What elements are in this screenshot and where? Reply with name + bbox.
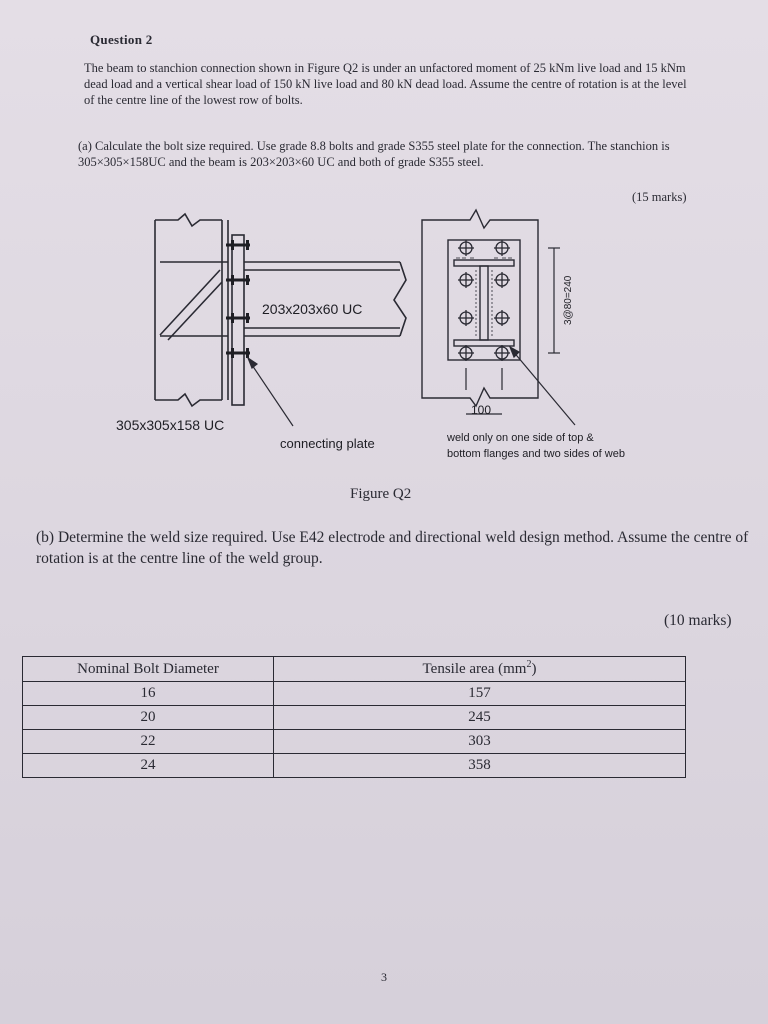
cell-diameter: 22	[23, 730, 274, 754]
table-header-row	[23, 657, 686, 682]
cell-diameter: 20	[23, 706, 274, 730]
column-label: 305x305x158 UC	[116, 417, 225, 433]
bolt-table	[22, 656, 686, 778]
stiffener-diagonal-1	[160, 270, 220, 335]
weld-note-line2: bottom flanges and two sides of web	[447, 448, 625, 460]
end-plate-view	[422, 210, 538, 406]
section-bottom-flange	[454, 340, 514, 346]
table-row	[23, 754, 686, 778]
part-b-marks: (10 marks)	[664, 612, 732, 629]
horizontal-dimension-label: 100	[471, 403, 492, 417]
vertical-dimension	[548, 248, 560, 353]
cell-area: 245	[274, 706, 686, 730]
vertical-dimension-label: 3@80=240	[563, 275, 574, 325]
part-b-text: Determine the weld size required. Use E42 electrode and directional weld design method. Assume the centre of rotation is at the centre line of the weld group.	[36, 529, 749, 567]
weld-leader-arrow	[510, 347, 519, 357]
weld-note-line1: weld only on one side of top &	[447, 432, 594, 444]
part-a-marks: (15 marks)	[632, 190, 687, 204]
cell-area: 303	[274, 730, 686, 754]
section-web	[480, 266, 488, 340]
beam-break	[394, 262, 406, 336]
figure-q2	[110, 200, 680, 475]
part-a	[78, 138, 703, 170]
part-a-text: Calculate the bolt size required. Use grade 8.8 bolts and grade S355 steel plate for the connection. The stanchion is 305×305×158UC and the beam is 203×203×60 UC and both of grade S355 steel.	[78, 139, 670, 169]
plate-leader-arrow	[248, 358, 257, 368]
connecting-plate-label: connecting plate	[280, 436, 375, 451]
header-tensile-area: Tensile area $(mm^2)$	[274, 657, 686, 682]
section-top-flange	[454, 260, 514, 266]
question-intro: The beam to stanchion connection shown in Figure Q2 is under an unfactored moment of 25 kNm live load and 15 kNm dead load and a vertical shear load of 150 kN live load and 80 kN dead load. Assume the centre of rotation is at the level of the centre line of the lowest row of bolts.	[84, 61, 687, 107]
weld-leader	[512, 350, 575, 425]
cell-diameter: 24	[23, 754, 274, 778]
column-break-bottom	[155, 394, 222, 406]
part-b-label: (b)	[36, 529, 55, 546]
part-a-label: (a)	[78, 139, 92, 153]
cell-area: 157	[274, 682, 686, 706]
page-number: 3	[381, 970, 387, 984]
figure-caption: Figure Q2	[350, 486, 412, 502]
part-b	[36, 527, 751, 569]
table-row	[23, 730, 686, 754]
question-heading: Question 2	[90, 32, 153, 47]
table-row	[23, 682, 686, 706]
stiffener-diagonal-2	[168, 282, 222, 340]
plate-leader	[250, 362, 293, 426]
connection-diagram	[110, 200, 680, 475]
header-diameter: Nominal Bolt Diameter	[23, 657, 274, 682]
cell-diameter: 16	[23, 682, 274, 706]
table-row	[23, 706, 686, 730]
column-break-top	[155, 214, 222, 226]
cell-area: 358	[274, 754, 686, 778]
beam-label: 203x203x60 UC	[262, 301, 363, 317]
